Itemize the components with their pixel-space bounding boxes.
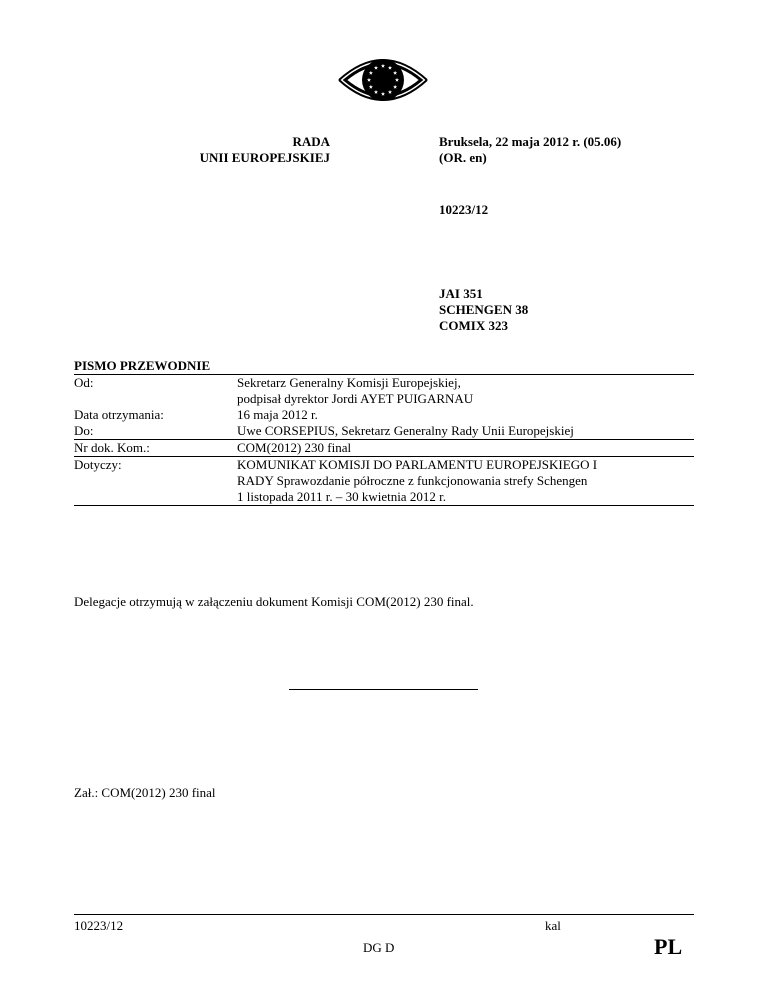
letter-title: PISMO PRZEWODNIE — [74, 358, 211, 373]
meta-value-line: podpisał dyrektor Jordi AYET PUIGARNAU — [237, 391, 474, 406]
council-name — [150, 134, 330, 166]
meta-label: Nr dok. Kom.: — [74, 440, 150, 455]
footer-directorate: DG D — [363, 940, 395, 955]
place-date-block — [439, 134, 621, 166]
meta-label: Data otrzymania: — [74, 407, 164, 422]
meta-label: Dotyczy: — [74, 457, 122, 472]
meta-value — [237, 423, 694, 439]
eu-council-emblem-icon — [337, 54, 429, 106]
attachment-note: Zał.: COM(2012) 230 final — [74, 785, 216, 800]
place-date: Bruksela, 22 maja 2012 r. (05.06) — [439, 134, 622, 149]
meta-value-line: 16 maja 2012 r. — [237, 407, 318, 422]
meta-row-from — [74, 374, 694, 407]
meta-row-to — [74, 423, 694, 440]
meta-value-line: RADY Sprawozdanie półroczne z funkcjonowania strefy Schengen — [237, 473, 588, 488]
document-code: JAI 351 — [439, 286, 483, 301]
document-codes — [439, 286, 528, 334]
meta-label: Od: — [74, 375, 94, 390]
meta-value — [237, 457, 694, 505]
document-code: SCHENGEN 38 — [439, 302, 529, 317]
footer-initials: kal — [545, 918, 561, 933]
council-name-line: RADA — [292, 134, 330, 149]
meta-value-line: COM(2012) 230 final — [237, 440, 352, 455]
footer-language-code: PL — [654, 934, 683, 959]
document-code: COMIX 323 — [439, 318, 508, 333]
document-number: 10223/12 — [439, 202, 489, 217]
letter-metadata — [74, 374, 694, 506]
meta-value — [237, 375, 694, 407]
footer-document-number: 10223/12 — [74, 918, 124, 933]
original-language: (OR. en) — [439, 150, 487, 165]
meta-value-line: Sekretarz Generalny Komisji Europejskiej, — [237, 375, 461, 390]
footer-rule — [74, 914, 694, 915]
meta-value — [237, 407, 694, 423]
meta-value-line: KOMUNIKAT KOMISJI DO PARLAMENTU EUROPEJSKIEGO I — [237, 457, 598, 472]
meta-row-date-received — [74, 407, 694, 423]
meta-row-commission-doc — [74, 440, 694, 457]
meta-value-line: Uwe CORSEPIUS, Sekretarz Generalny Rady Unii Europejskiej — [237, 423, 574, 438]
section-divider — [289, 689, 478, 690]
meta-row-subject — [74, 457, 694, 506]
meta-label: Do: — [74, 423, 94, 438]
body-paragraph: Delegacje otrzymują w załączeniu dokument Komisji COM(2012) 230 final. — [74, 594, 474, 609]
council-name-line: UNII EUROPEJSKIEJ — [199, 150, 330, 165]
meta-value — [237, 440, 694, 456]
meta-value-line: 1 listopada 2011 r. – 30 kwietnia 2012 r. — [237, 489, 446, 504]
